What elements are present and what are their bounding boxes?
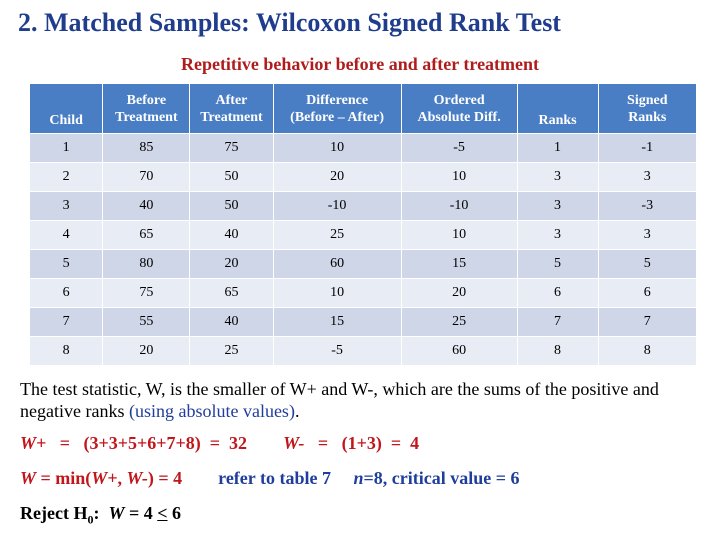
cell-rank: 1	[517, 134, 598, 163]
cell-difference: 60	[273, 250, 401, 279]
cell-rank: 6	[517, 279, 598, 308]
cell-before: 20	[103, 337, 190, 366]
cell-child: 1	[30, 134, 103, 163]
explanation-paragraph	[20, 378, 710, 422]
cell-rank: 7	[517, 308, 598, 337]
cell-ordered-abs-diff: 10	[401, 163, 517, 192]
cell-signed-rank: -3	[598, 192, 696, 221]
table-reference: refer to table 7	[218, 468, 331, 488]
cell-difference: -10	[273, 192, 401, 221]
cell-child: 4	[30, 221, 103, 250]
cell-before: 55	[103, 308, 190, 337]
cell-signed-rank: 3	[598, 163, 696, 192]
table-row	[30, 250, 697, 279]
less-or-equal-operator: <	[157, 503, 168, 523]
cell-rank: 5	[517, 250, 598, 279]
cell-child: 5	[30, 250, 103, 279]
cell-child: 6	[30, 279, 103, 308]
table-row	[30, 163, 697, 192]
reject-text: Reject H	[20, 503, 88, 523]
table-row	[30, 134, 697, 163]
slide-title: 2. Matched Samples: Wilcoxon Signed Rank Test	[18, 8, 561, 37]
cell-before: 75	[103, 279, 190, 308]
header-ranks: Ranks	[517, 84, 598, 134]
header-after-treatment: After Treatment	[190, 84, 273, 134]
cell-rank: 3	[517, 163, 598, 192]
table-row	[30, 337, 697, 366]
cell-before: 40	[103, 192, 190, 221]
w-final-label: W	[108, 503, 125, 523]
cell-signed-rank: 8	[598, 337, 696, 366]
table-row	[30, 308, 697, 337]
cell-difference: 25	[273, 221, 401, 250]
cell-before: 65	[103, 221, 190, 250]
cell-signed-rank: 3	[598, 221, 696, 250]
wplus-label: W+	[20, 433, 47, 453]
cell-difference: 10	[273, 279, 401, 308]
wminus-label: W-	[283, 433, 305, 453]
header-before-treatment: Before Treatment	[103, 84, 190, 134]
cell-child: 8	[30, 337, 103, 366]
cell-signed-rank: -1	[598, 134, 696, 163]
explanation-end: .	[294, 401, 300, 421]
cell-ordered-abs-diff: 10	[401, 221, 517, 250]
conclusion-line: Reject $H_0$: W = 4 < 6	[20, 503, 182, 527]
cell-after: 40	[190, 221, 273, 250]
cell-child: 7	[30, 308, 103, 337]
cell-difference: 10	[273, 134, 401, 163]
explanation-text: The test statistic, W, is the smaller of W+ and W-, which are the sums of the positive and negative ranks	[20, 379, 659, 421]
w-label: W	[20, 468, 37, 488]
cell-ordered-abs-diff: -5	[401, 134, 517, 163]
table-row	[30, 279, 697, 308]
cell-ordered-abs-diff: 25	[401, 308, 517, 337]
cell-child: 3	[30, 192, 103, 221]
cell-after: 75	[190, 134, 273, 163]
cell-after: 25	[190, 337, 273, 366]
rank-sums-line	[20, 433, 419, 454]
header-ordered-absolute-diff: Ordered Absolute Diff.	[401, 84, 517, 134]
w-expression: ) = 4	[147, 468, 183, 488]
table-row	[30, 192, 697, 221]
table-subtitle: Repetitive behavior before and after treatment	[180, 54, 540, 74]
cell-before: 70	[103, 163, 190, 192]
cell-before: 80	[103, 250, 190, 279]
cell-after: 20	[190, 250, 273, 279]
cell-signed-rank: 5	[598, 250, 696, 279]
wminus-expression: = (1+3) = 4	[317, 433, 420, 453]
cell-rank: 8	[517, 337, 598, 366]
cell-child: 2	[30, 163, 103, 192]
cell-difference: -5	[273, 337, 401, 366]
explanation-highlight: (using absolute values)	[128, 401, 295, 421]
table-row	[30, 221, 697, 250]
cell-signed-rank: 7	[598, 308, 696, 337]
cell-ordered-abs-diff: 20	[401, 279, 517, 308]
cell-after: 50	[190, 163, 273, 192]
table-body	[30, 134, 697, 366]
cell-after: 40	[190, 308, 273, 337]
cell-ordered-abs-diff: 60	[401, 337, 517, 366]
w-final-value: 6	[167, 503, 182, 523]
header-difference: Difference (Before – After)	[273, 84, 401, 134]
cell-after: 65	[190, 279, 273, 308]
header-child: Child	[30, 84, 103, 134]
cell-difference: 20	[273, 163, 401, 192]
cell-difference: 15	[273, 308, 401, 337]
cell-after: 50	[190, 192, 273, 221]
cell-ordered-abs-diff: 15	[401, 250, 517, 279]
critical-value-text: =8, critical value = 6	[363, 468, 520, 488]
test-statistic-line: W = min(W+, W-) = 4 refer to table 7 n=8, critical value = 6	[20, 468, 520, 488]
cell-signed-rank: 6	[598, 279, 696, 308]
cell-rank: 3	[517, 192, 598, 221]
header-signed-ranks: Signed Ranks	[598, 84, 696, 134]
wilcoxon-data-table	[30, 84, 697, 365]
cell-before: 85	[103, 134, 190, 163]
n-label: n	[353, 468, 364, 488]
wplus-expression: = (3+3+5+6+7+8) = 32	[59, 433, 248, 453]
cell-ordered-abs-diff: -10	[401, 192, 517, 221]
table-header-row	[30, 84, 697, 134]
cell-rank: 3	[517, 221, 598, 250]
